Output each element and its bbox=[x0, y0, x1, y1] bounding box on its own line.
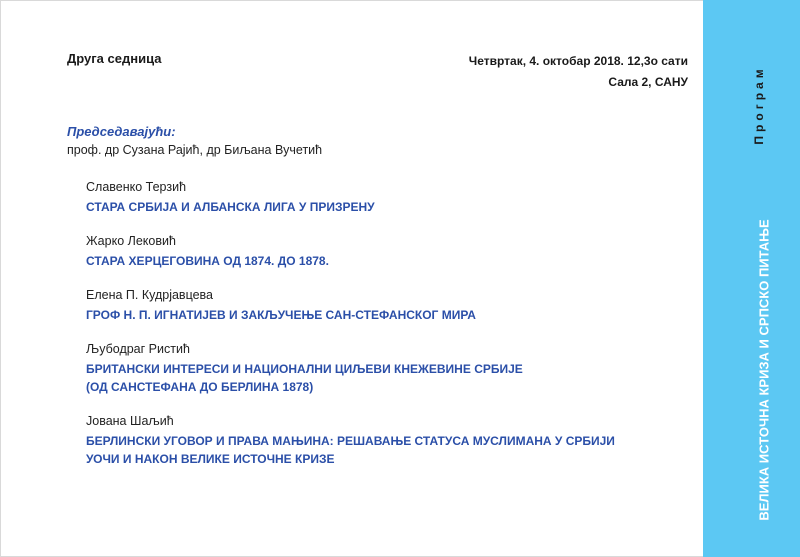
session-title: Друга седница bbox=[67, 51, 162, 66]
session-date-time: Четвртак, 4. октобар 2018. 12,3о сати bbox=[468, 54, 688, 68]
talk-title: ГРОФ Н. П. ИГНАТИЈЕВ И ЗАКЉУЧЕЊЕ САН-СТЕФАНСКОГ МИРА bbox=[86, 308, 476, 322]
talk-speaker: Жарко Лековић bbox=[86, 234, 176, 248]
talk-title: СТАРА СРБИЈА И АЛБАНСКА ЛИГА У ПРИЗРЕНУ bbox=[86, 200, 375, 214]
talk-speaker: Љубодраг Ристић bbox=[86, 342, 190, 356]
talk-item bbox=[86, 413, 686, 468]
talk-speaker: Елена П. Кудрјавцева bbox=[86, 288, 213, 302]
sidebar-program-label: Програм bbox=[752, 65, 766, 145]
sidebar-conference-title: ВЕЛИКА ИСТОЧНА КРИЗА И СРПСКО ПИТАЊЕ bbox=[756, 219, 772, 521]
talk-list bbox=[86, 179, 686, 485]
talk-title-line-1: БРИТАНСКИ ИНТЕРЕСИ И НАЦИОНАЛНИ ЦИЉЕВИ КНЕЖЕВИНЕ СРБИЈЕ bbox=[86, 362, 523, 376]
talk-item bbox=[86, 287, 686, 324]
talk-item bbox=[86, 233, 686, 270]
talk-item bbox=[86, 179, 686, 216]
talk-speaker: Славенко Терзић bbox=[86, 180, 187, 194]
talk-title-line-2: (ОД САНСТЕФАНА ДО БЕРЛИНА 1878) bbox=[86, 380, 314, 394]
chairs-label: Председавајући: bbox=[67, 124, 176, 139]
chairs-names: проф. др Сузана Рајић, др Биљана Вучетић bbox=[67, 143, 323, 157]
talk-title: СТАРА ХЕРЦЕГОВИНА ОД 1874. ДО 1878. bbox=[86, 254, 329, 268]
session-info bbox=[469, 51, 688, 93]
talk-title-line-1: БЕРЛИНСКИ УГОВОР И ПРАВА МАЊИНА: РЕШАВАЊЕ СТАТУСА МУСЛИМАНА У СРБИЈИ bbox=[86, 434, 615, 448]
talk-title-line-2: УОЧИ И НАКОН ВЕЛИКЕ ИСТОЧНЕ КРИЗЕ bbox=[86, 452, 335, 466]
talk-item bbox=[86, 341, 686, 396]
talk-speaker: Јована Шаљић bbox=[86, 414, 174, 428]
session-location: Сала 2, САНУ bbox=[608, 75, 688, 89]
